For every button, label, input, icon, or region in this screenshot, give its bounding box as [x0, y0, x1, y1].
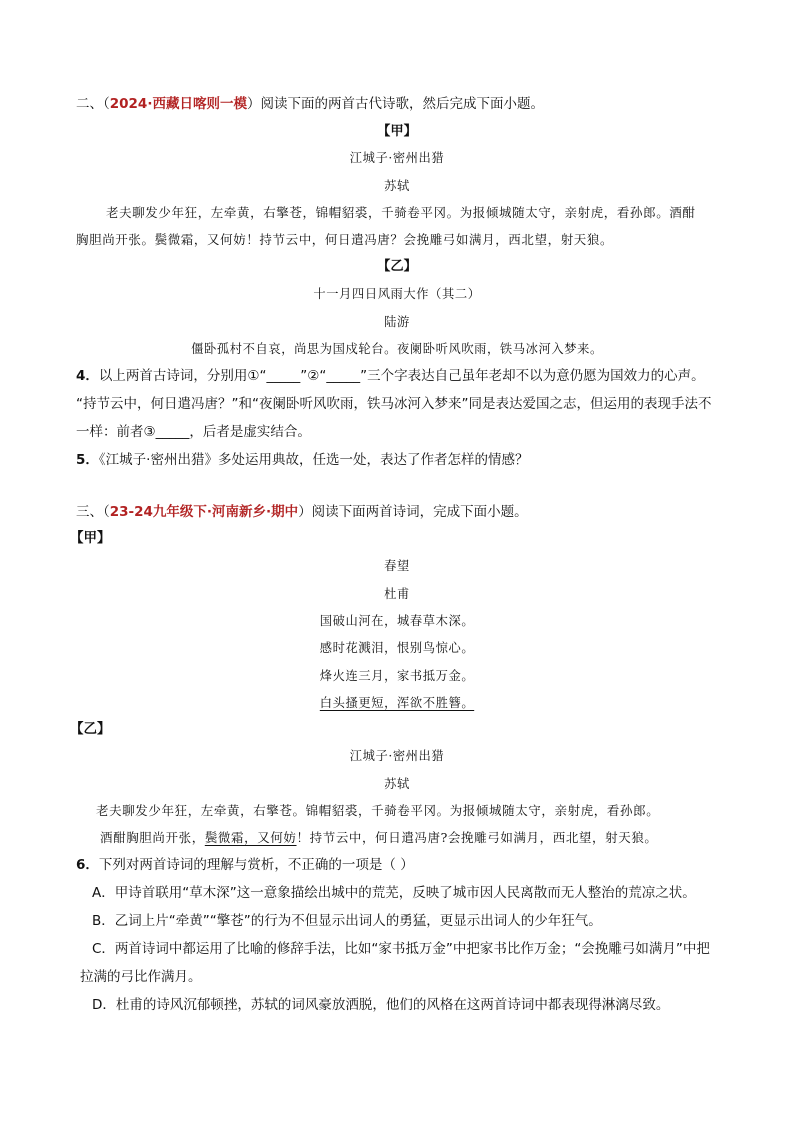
s3-poem-b-line-2-end: ！持节云中，何日遣冯唐?会挽雕弓如满月，西北望，射天狼。	[296, 830, 658, 845]
s3-poem-b-line-1: 老夫聊发少年狂，左牵黄，右擎苍。锦帽貂裘，千骑卷平冈。为报倾城随太守，亲射虎，看孙郎。	[96, 803, 660, 818]
s2-poem-a-author: 苏轼	[384, 179, 410, 193]
question-6-text: 下列对两首诗词的理解与赏析，不正确的一项是（ ）	[98, 857, 414, 873]
s2-poem-b-title: 十一月四日风雨大作（其二）	[313, 287, 481, 301]
section3-heading	[76, 502, 528, 522]
question-4-number: 4．	[76, 368, 99, 384]
question-6-option-b[interactable]: B．乙词上片“牵黄”“擎苍”的行为不但显示出词人的勇猛，更显示出词人的少年狂气。	[92, 913, 602, 929]
s3-poem-a-line-1: 国破山河在，城春草木深。	[319, 614, 475, 628]
section2-heading	[76, 94, 544, 114]
section3-prefix: 三、（	[76, 504, 110, 520]
question-5-text: 《江城子·密州出猎》多处运用典故，任选一处，表达了作者怎样的情感？	[98, 452, 529, 468]
section2-instruction: ）阅读下面的两首古代诗歌，然后完成下面小题。	[246, 96, 544, 112]
s2-poem-a-line-2: 胸胆尚开张。鬓微霜，又何妨！持节云中，何日遣冯唐？会挽雕弓如满月，西北望，射天狼。	[76, 232, 614, 247]
s2-poem-a-label: 【甲】	[377, 124, 417, 139]
s3-poem-a-label: 【甲】	[70, 530, 111, 546]
s3-poem-b-line-2	[100, 828, 658, 848]
s3-poem-a-author: 杜甫	[384, 587, 410, 601]
question-5-number: 5．	[76, 452, 99, 468]
question-4-line-3: 一样：前者③_____，后者是虚实结合。	[76, 424, 311, 440]
s3-poem-a-title: 春望	[384, 559, 410, 573]
question-4-text: 以上两首古诗词，分别用①“_____”②“_____”三个字表达自己虽年老却不以为意仍愿为国效力的心声。	[98, 368, 705, 384]
question-6-stem	[76, 855, 414, 875]
s3-poem-b-line-2-start: 酒酣胸胆尚开张，	[100, 830, 205, 845]
s3-poem-a-line-4	[0, 693, 794, 713]
s3-poem-a-line-4-underlined: 白头搔更短，浑欲不胜簪。	[319, 696, 475, 710]
s2-poem-b-line-1: 僵卧孤村不自哀，尚思为国戍轮台。夜阑卧听风吹雨，铁马冰河入梦来。	[191, 342, 603, 356]
section3-instruction: ）阅读下面两首诗词，完成下面小题。	[298, 504, 528, 520]
question-4-line-1	[76, 366, 705, 386]
s3-poem-a-line-2: 感时花溅泪，恨别鸟惊心。	[319, 641, 475, 655]
question-6-option-c-cont: 拉满的弓比作满月。	[80, 969, 202, 985]
s2-poem-b-label: 【乙】	[377, 259, 417, 274]
question-6-number: 6．	[76, 857, 99, 873]
s3-poem-b-line-2-underlined: 鬓微霜，又何妨	[204, 830, 297, 845]
s3-poem-a-line-3: 烽火连三月，家书抵万金。	[319, 669, 475, 683]
question-6-option-a[interactable]: A．甲诗首联用“草木深”这一意象描绘出城中的荒芜，反映了城市因人民离散而无人整治的荒凉之状。	[92, 885, 696, 901]
s3-poem-b-author: 苏轼	[384, 777, 410, 791]
s2-poem-a-title: 江城子·密州出猎	[349, 151, 445, 165]
s2-poem-a-line-1: 老夫聊发少年狂，左牵黄，右擎苍，锦帽貂裘，千骑卷平冈。为报倾城随太守，亲射虎，看孙郎。酒酣	[106, 205, 696, 220]
s2-poem-b-author: 陆游	[384, 315, 410, 329]
question-5	[76, 450, 528, 470]
section2-source: 2024·西藏日喀则一模	[109, 96, 247, 112]
section3-source: 23-24九年级下·河南新乡·期中	[109, 504, 299, 520]
section2-prefix: 二、（	[76, 96, 110, 112]
s3-poem-b-title: 江城子·密州出猎	[349, 749, 445, 763]
question-6-option-c[interactable]: C．两首诗词中都运用了比喻的修辞手法，比如“家书抵万金”中把家书比作万金；“会挽雕弓如满月”中把	[92, 941, 710, 957]
question-6-option-d[interactable]: D．杜甫的诗风沉郁顿挫，苏轼的词风豪放洒脱，他们的风格在这两首诗词中都表现得淋漓尽致。	[92, 997, 670, 1013]
s3-poem-b-label: 【乙】	[70, 721, 111, 737]
question-4-line-2: “持节云中，何日遣冯唐？”和“夜阑卧听风吹雨，铁马冰河入梦来”同是表达爱国之志，但运用的表现手法不	[76, 396, 712, 412]
